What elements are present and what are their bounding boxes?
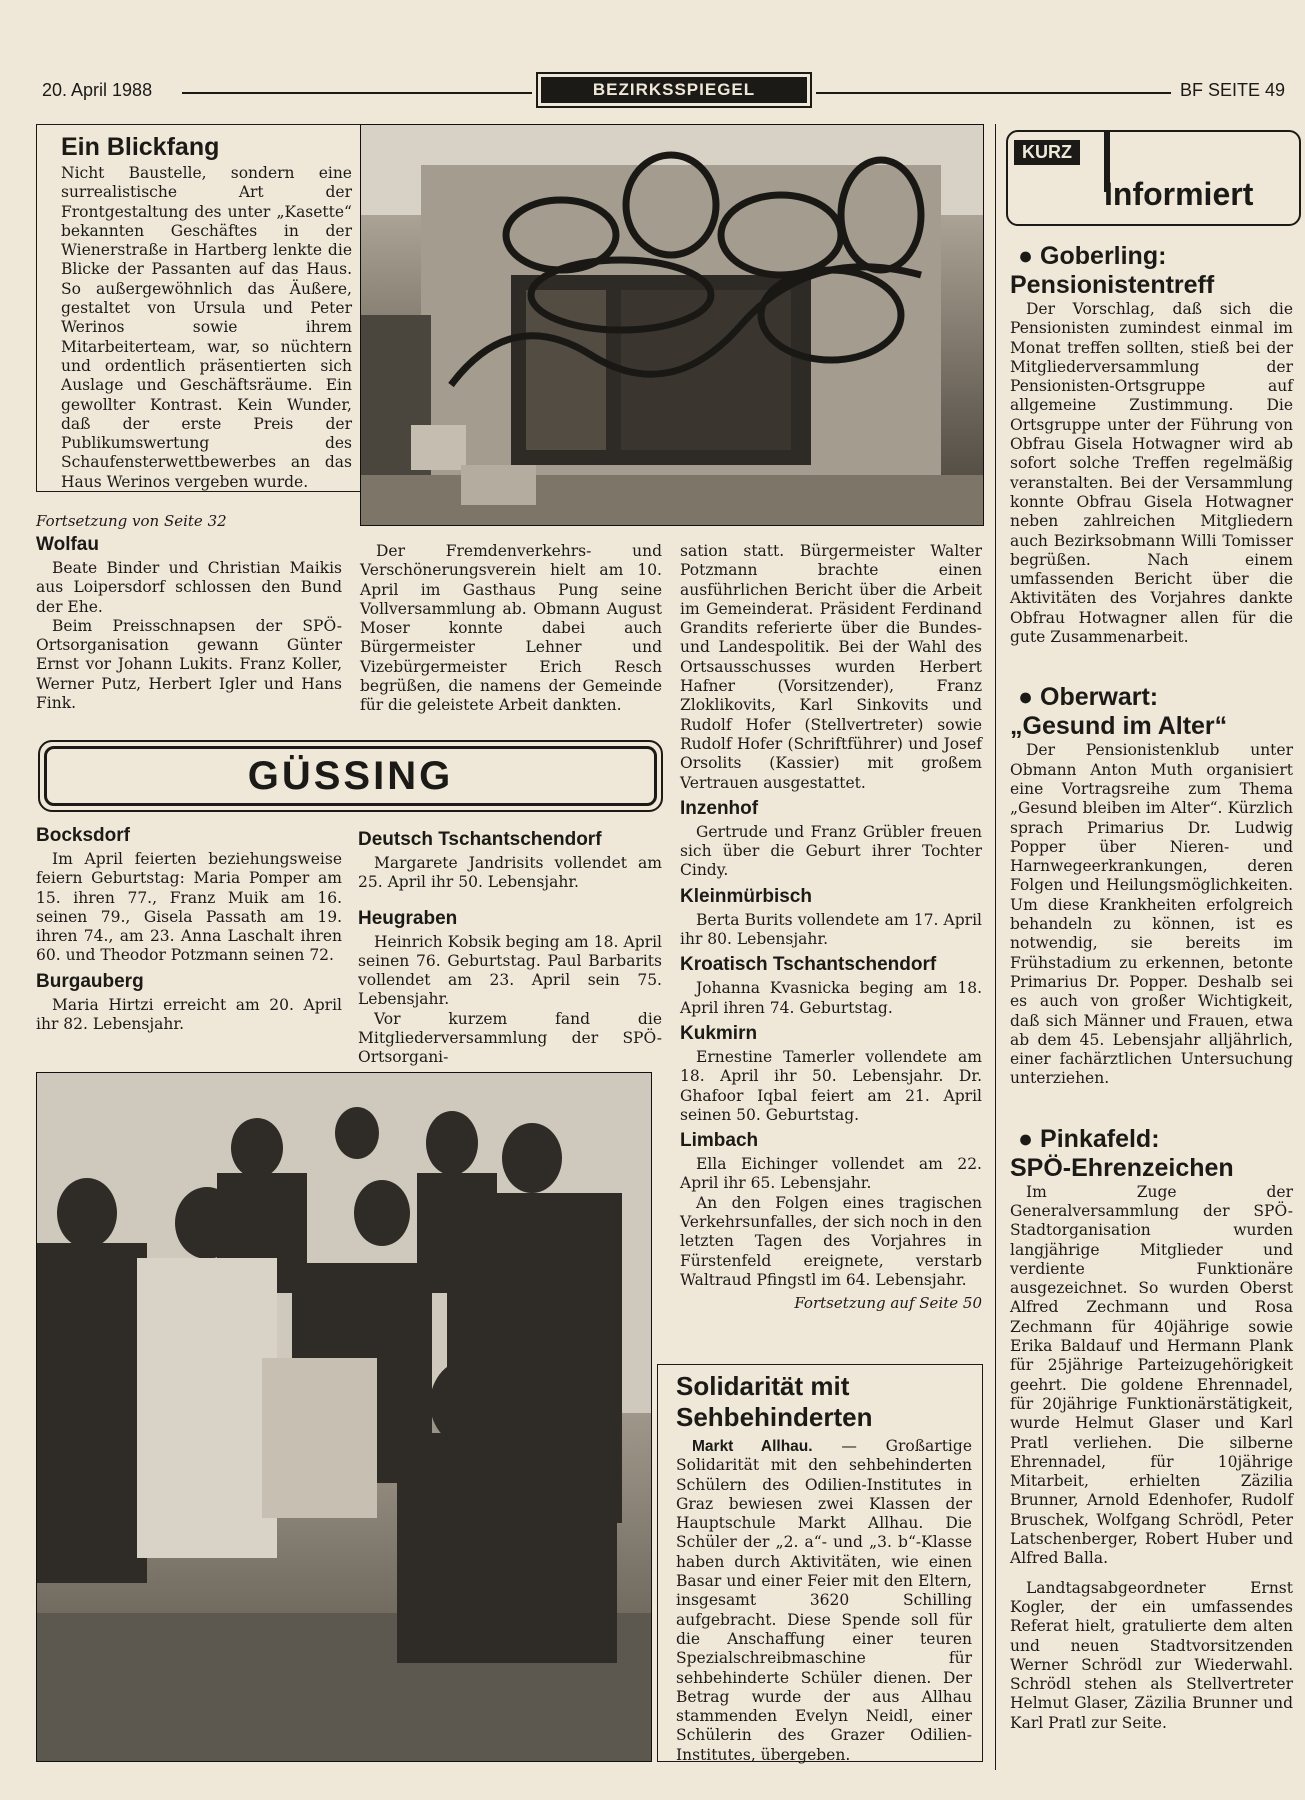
blickfang-text: Nicht Baustelle, sondern eine surrealistische Art der Frontgestaltung des unter „Kasette“ bekannten Geschäftes in der Wienerstraße in Hartberg lenkte die Blicke der Passanten auf das Haus. So außergewöhnlich das Äußere, gestaltet von Ursula und Peter Werinos sowie ihrem Mitarbeiterteam, war, so nüchtern und ordentlich präsentierten sich Auslage und Geschäftsräume. Ein gewollter Kontrast. Kein Wunder, daß der erste Preis der Publikumswertung des Schaufensterwettbewerbes an das Haus Werinos vergeben wurde. [61,164,352,491]
bocksdorf-text: Im April feierten beziehungsweise feiern Geburtstag: Maria Pomper am 15. ihren 77., Franz Muik am 16. seinen 79., Gisela Passath am 19. ihren 74., am 23. Anna Laschalt ihren 60. und Theodor Potzmann seinen 72. [36,850,342,965]
limbach-para: Ella Eichinger vollendet am 22. April ihr 65. Lebensjahr. [680,1155,982,1193]
wolfau-col2-text: Der Fremdenverkehrs- und Verschönerungsverein hielt am 10. April im Gasthaus Pung seine Vollversammlung ab. Obmann August Moser konnte dabei auch Bürgermeister Lehner und Vizebürgermeister Erich Resch begrüßen, die namens der Gemeinde für die geleistete Arbeit dankten. [360,542,662,715]
solidaritaet-text: — Großartige Solidarität mit den sehbehinderten Schülern des Odilien-Institutes in Graz bewiesen zwei Klassen der Hauptschule Markt Allhau. Die Schüler der „2. a“- und „3. b“-Klasse haben durch Aktivitäten, wie einen Basar und einer Feier mit den Eltern, insgesamt 3620 Schilling aufgebracht. Diese Spende soll für die Anschaffung einer teuren Spezialschreibmaschine für sehbehinderte Schüler dienen. Der Betrag wurde der aus Allhau stammenden Evelyn Neidl, einer Schülerin des Grazer Odilien-Institutes, übergeben. [676,1437,972,1764]
kurz-informiert-sidebar [995,124,1305,1770]
inzenhof-text: Gertrude und Franz Grübler freuen sich über die Geburt ihrer Tochter Cindy. [680,822,982,880]
guessing-banner-label: GÜSSING [247,753,454,798]
section-banner [536,72,812,108]
group-photo-illustration [37,1073,651,1761]
heugraben-title: Heugraben [358,907,458,929]
wolfau-para: Beate Binder und Christian Maikis aus Loipersdorf schlossen den Bund der Ehe. [36,559,342,616]
kurz-title: Informiert [1104,176,1254,212]
blickfang-box [36,124,360,492]
deutsch-tschantschendorf-text: Margarete Jandrisits vollendet am 25. April ihr 50. Lebensjahr. [358,854,662,892]
kroatisch-tschantschendorf-title: Kroatisch Tschantschendorf [680,954,937,976]
limbach-title: Limbach [680,1130,759,1152]
bocksdorf-title: Bocksdorf [36,825,130,846]
header-rule-right [816,92,1171,94]
guessing-column-3 [680,542,982,1312]
section-banner-label: BEZIRKSSPIEGEL [541,77,807,103]
deutsch-tschantschendorf-title: Deutsch Tschantschendorf [358,829,602,850]
pinkafeld-para: Landtagsabgeordneter Ernst Kogler, der ein umfassendes Referat hielt, gratulierte dem alten und neuen Stadtvorsitzenden Werner Schrödl zur Wiederwahl. Schrödl stehen als Stellvertreter Helmut Glaser, Zäzilia Brunner und Karl Pratl zur Seite. [1010,1578,1293,1732]
solidaritaet-dateline: Markt Allhau. [692,1438,813,1455]
limbach-para: An den Folgen eines tragischen Verkehrsunfalles, der sich noch in den letzten Tagen des Vorjahres in Fürstenfeld ereignete, verstarb Waltraud Pfingstl im 64. Lebensjahr. [680,1193,982,1289]
kukmirn-text: Ernestine Tamerler vollendete am 18. April ihr 50. Lebensjahr. Dr. Ghafoor Iqbal feiert am 21. April seinen 50. Geburtstag. [680,1047,982,1124]
oberwart-subtitle: „Gesund im Alter“ [1010,712,1228,741]
wolfau-para: Beim Preisschnapsen der SPÖ-Ortsorganisation gewann Günter Ernst vor Johann Lukits. Franz Koller, Werner Putz, Herbert Igler und Hans Fink. [36,616,342,713]
guessing-column-1 [36,824,342,1034]
kleinmuerbisch-text: Berta Burits vollendete am 17. April ihr 80. Lebensjahr. [680,910,982,949]
group-photo [36,1072,652,1762]
oberwart-item [1010,683,1293,1088]
burgauberg-text: Maria Hirtzi erreicht am 20. April ihr 82. Lebensjahr. [36,995,342,1034]
kurz-tag: KURZ [1014,140,1080,165]
kukmirn-title: Kukmirn [680,1022,758,1044]
pinkafeld-subtitle: SPÖ-Ehrenzeichen [1010,1153,1234,1182]
wolfau-continued: Fortsetzung von Seite 32 [36,512,227,530]
heugraben-para: Vor kurzem fand die Mitgliederversammlung der SPÖ-Ortsorgani- [358,1009,662,1067]
goberling-subtitle: Pensionistentreff [1010,271,1215,299]
header-date: 20. April 1988 [42,80,153,100]
pinkafeld-item [1010,1125,1293,1733]
wolfau-title: Wolfau [36,534,99,555]
kurz-informiert-banner [1006,130,1301,226]
solidaritaet-box [657,1364,983,1762]
goberling-title: ● Goberling: [1018,242,1167,270]
wolfau-column-1 [36,512,342,713]
header-rule-left [182,92,532,94]
solidaritaet-title: Solidarität mit Sehbehinderten [676,1371,873,1432]
blickfang-title: Ein Blickfang [61,133,220,161]
heugraben-para: Heinrich Kobsik beging am 18. April seinen 76. Geburtstag. Paul Barbarits vollendet am 23. April sein 75. Lebensjahr. [358,932,662,1009]
inzenhof-title: Inzenhof [680,797,759,819]
heugraben-continuation: sation statt. Bürgermeister Walter Potzmann brachte einen ausführlichen Bericht über die Arbeit im Gemeinderat. Präsident Ferdinand Grandits referierte über die Bundes- und Landespolitik. Bei der Wahl des Ortsausschusses wurden Herbert Hafner (Vorsitzender), Franz Zloklikovits, Karl Sinkovits und Rudolf Hofer (Stellvertreter) sowie Rudolf Hofer (Schriftführer) und Josef Orsolits (Kassier) mit großem Vertrauen ausgestattet. [680,542,982,792]
guessing-continued: Fortsetzung auf Seite 50 [794,1294,982,1313]
wolfau-column-2 [360,542,662,716]
oberwart-title: ● Oberwart: [1018,683,1159,712]
oberwart-text: Der Pensionistenklub unter Obmann Anton Muth organisiert eine Vortragsreihe zum Thema „Gesund bleiben im Alter“. Kürzlich sprach Primarius Dr. Ludwig Popper über Nieren- und Harnwegeerkrankungen, deren Folgen und Heilungsmöglichkeiten. Um diese Krankheiten erfolgreich behandeln zu können, ist es notwendig, sie bereits im Frühstadium zu erkennen, betonte Primarius Dr. Popper. Deshalb sei es auch von großer Wichtigkeit, daß sich Männer und Frauen, etwa ab dem 45. Lebensjahr alljährlich, einer fachärztlichen Untersuchung unterziehen. [1010,741,1293,1088]
kleinmuerbisch-title: Kleinmürbisch [680,885,812,907]
guessing-banner [38,740,663,812]
goberling-text: Der Vorschlag, daß sich die Pensionisten zumindest einmal im Monat treffen sollten, stieß bei der Mitgliederversammlung der Pensionisten-Ortsgruppe auf allgemeine Zustimmung. Die Ortsgruppe unter der Führung von Obfrau Gisela Hotwagner wird ab sofort solche Treffen regelmäßig veranstalten. Bei der Versammlung konnte Obfrau Gisela Hotwagner neben zahlreichen Mitgliedern auch Bezirksobmann Willi Tomisser begrüßen. Nach einem umfassenden Bericht über die Aktivitäten des Vorjahres dankte Obfrau Hotwagner allen für die gute Zusammenarbeit. [1010,300,1293,647]
pinkafeld-para: Im Zuge der Generalversammlung der SPÖ-Stadtorganisation wurden langjährige Mitglieder und verdiente Funktionäre ausgezeichnet. So wurden Oberst Alfred Zechmann und Rosa Zechmann für 40jährige sowie Erika Baldauf und Hermann Plank für 25jährige Parteizugehörigkeit geehrt. Die goldene Ehrennadel, für 20jährige Funktionärstätigkeit, wurde Helmut Glaser und Karl Pratl verliehen. Die silberne Ehrennadel, für 10jährige Mitarbeit, erhielten Zäzilia Brunner, Arnold Edenhofer, Rudolf Bruschek, Wolfgang Schrödl, Peter Latschenberger, Robert Huber und Alfred Balla. [1010,1182,1293,1568]
goberling-item [1010,242,1293,647]
pinkafeld-title: ● Pinkafeld: [1018,1124,1160,1153]
header-page: BF SEITE 49 [1180,80,1286,100]
shopfront-illustration [361,125,983,525]
kroatisch-tschantschendorf-text: Johanna Kvasnicka beging am 18. April ihren 74. Geburtstag. [680,979,982,1017]
shopfront-photo [360,124,984,526]
burgauberg-title: Burgauberg [36,970,144,992]
guessing-column-2 [358,828,662,1068]
